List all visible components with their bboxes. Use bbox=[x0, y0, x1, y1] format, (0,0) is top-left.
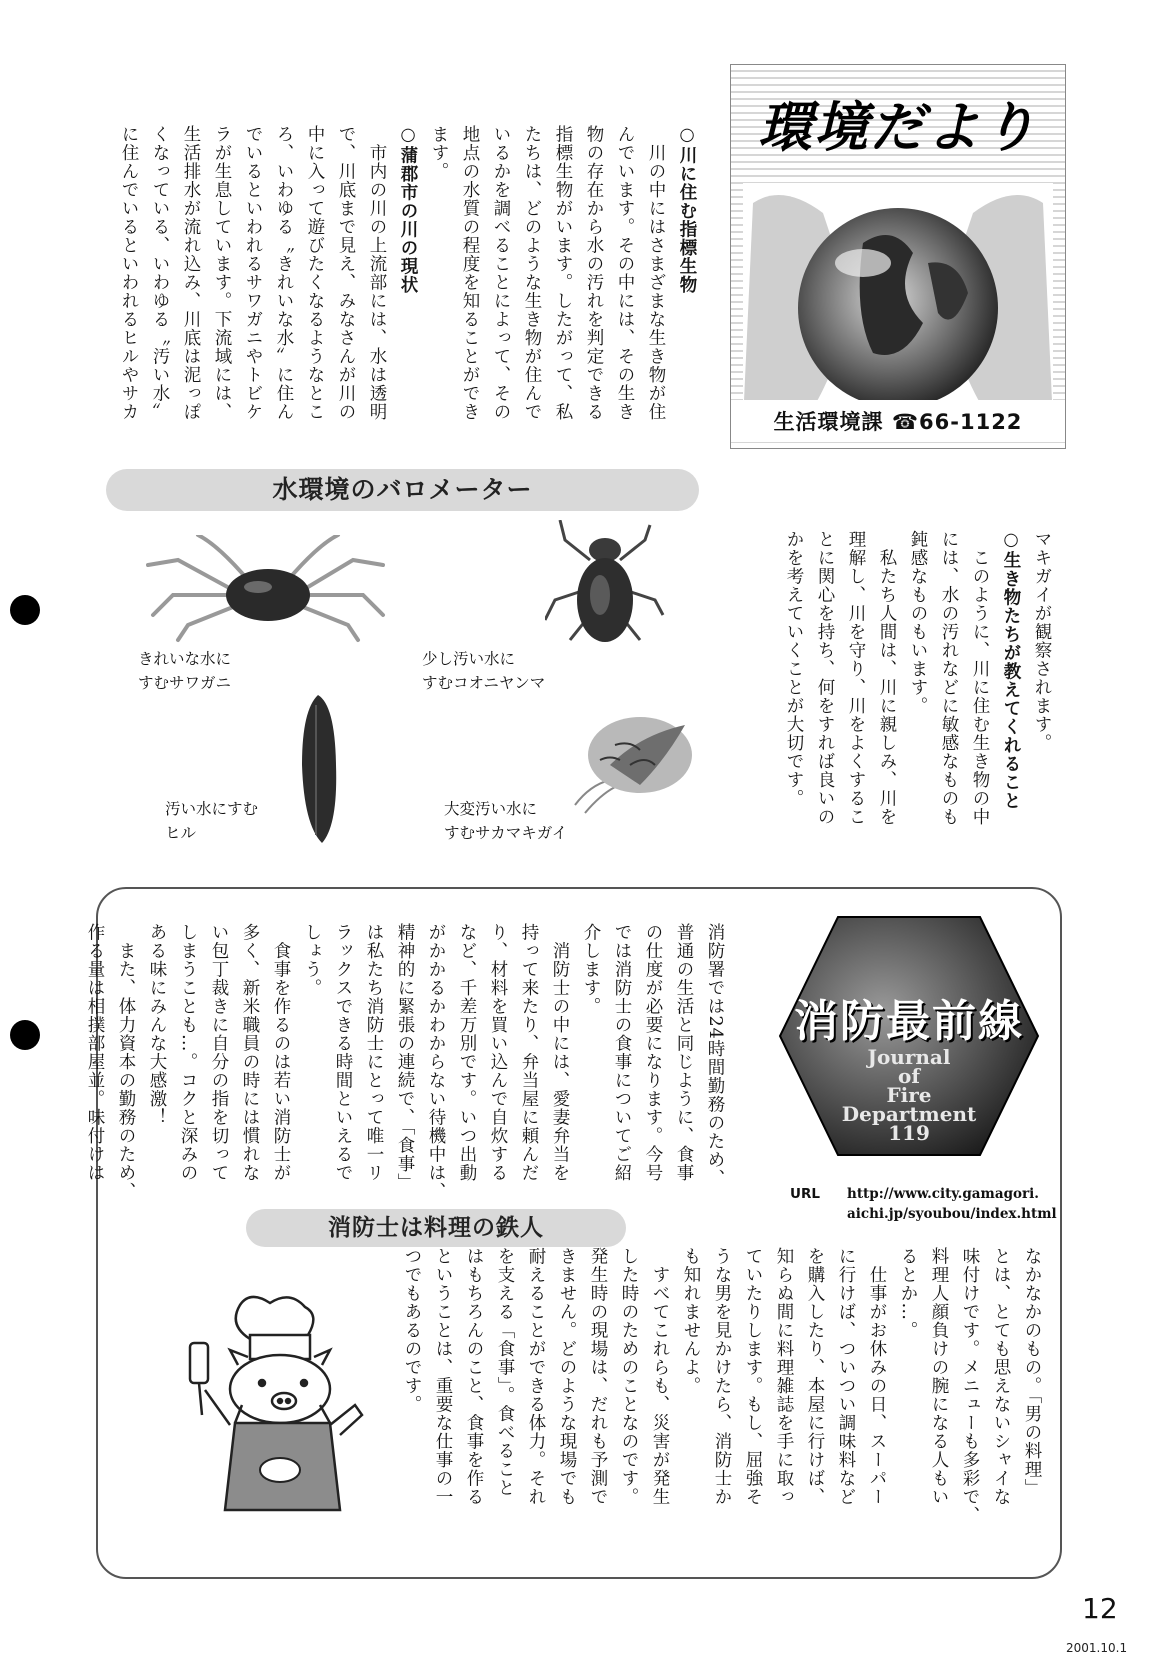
contact-department-phone: 生活環境課 ☎66‐1122 bbox=[731, 400, 1065, 442]
paragraph-line: 作る量は相撲部屋並。味付けは bbox=[85, 923, 105, 1182]
paragraph-line: 普通の生活と同じように、食事 bbox=[674, 923, 694, 1182]
logo-sub-fire: Fire bbox=[886, 1083, 932, 1107]
heading-what-organisms-teach: ○生き物たちが教えてくれること bbox=[1001, 530, 1021, 810]
fire-department-url-line2[interactable]: aichi.jp/syoubou/index.html bbox=[847, 1206, 1057, 1222]
paragraph-line: はもちろんのこと、食事を作る bbox=[464, 1247, 484, 1506]
paragraph-line: 物の存在から水の汚れを判定できる bbox=[584, 125, 604, 421]
fire-logo-title: 消防最前線 bbox=[794, 996, 1024, 1047]
paragraph-line: した時のためのことなのです。 bbox=[619, 1247, 639, 1506]
paragraph-line: に住んでいるといわれるヒルやサカ bbox=[119, 125, 139, 421]
binder-hole-lower bbox=[10, 1020, 40, 1050]
paragraph-line: すべてこれらも、災害が発生 bbox=[650, 1247, 670, 1506]
fire-logo-subtitle bbox=[778, 1045, 1040, 1145]
logo-sub-department: Department bbox=[841, 1102, 977, 1126]
paragraph-line: しまうことも…。コクと深みの bbox=[178, 923, 198, 1182]
hands-holding-globe-image bbox=[743, 183, 1053, 423]
paragraph-line: ということは、重要な仕事の一 bbox=[433, 1247, 453, 1506]
paragraph-line: 味付けです。メニューも多彩で、 bbox=[960, 1247, 980, 1525]
firefighter-cooking-title: 消防士は料理の鉄人 bbox=[246, 1209, 626, 1247]
paragraph-line: とに関心を持ち、何をすれば良いの bbox=[815, 530, 835, 826]
caption-crab: きれいな水に すむサワガニ bbox=[138, 650, 232, 692]
environment-header-block bbox=[730, 64, 1066, 449]
fire-article-upper-text bbox=[79, 923, 730, 1201]
logo-sub-of: of bbox=[898, 1064, 920, 1088]
paragraph-line: 料理人顔負けの腕になる人もい bbox=[929, 1247, 949, 1506]
paragraph-line: がかかるかわからない待機中は、 bbox=[426, 923, 446, 1201]
logo-sub-119: 119 bbox=[888, 1121, 930, 1145]
paragraph-line: んでいます。その中には、その生き bbox=[615, 125, 635, 421]
crab-illustration bbox=[138, 535, 398, 645]
paragraph-line: ラが生息しています。下流域には、 bbox=[212, 125, 232, 421]
paragraph-line: を支える「食事」。食べること bbox=[495, 1247, 515, 1498]
paragraph-line: いるかを調べることによって、その bbox=[491, 125, 511, 421]
logo-sub-journal: Journal bbox=[867, 1045, 951, 1069]
environment-title: 環境だより bbox=[758, 95, 1038, 159]
paragraph-line: くなっている、いわゆる〝汚い水〟 bbox=[150, 125, 170, 421]
paragraph-line: 精神的に緊張の連続で、「食事」 bbox=[395, 923, 415, 1192]
paragraph-line: ろ、いわゆる〝きれいな水〟に住ん bbox=[274, 125, 294, 421]
caption-leech: 汚い水にすむ ヒル bbox=[165, 800, 259, 842]
paragraph-line: ある味にみんな大感激！ bbox=[147, 923, 167, 1127]
url-label: URL bbox=[790, 1186, 820, 1202]
page-number: 12 bbox=[1082, 1592, 1118, 1625]
paragraph-line: でいるといわれるサワガニやトビケ bbox=[243, 125, 263, 421]
paragraph-line: 指標生物がいます。したがって、私 bbox=[553, 125, 573, 421]
paragraph-line: 川の中にはさまざまな生き物が住 bbox=[646, 125, 666, 421]
fire-article-lower-text bbox=[396, 1247, 1047, 1547]
paragraph-line: マキガイが観察されます。 bbox=[1032, 530, 1052, 752]
paragraph-line: の仕度が必要になります。今号 bbox=[643, 923, 663, 1182]
paragraph-line: このように、川に住む生き物の中 bbox=[970, 530, 990, 826]
paragraph-line: 仕事がお休みの日、スーパー bbox=[867, 1247, 887, 1506]
paragraph-line: かを考えていくことが大切です。 bbox=[784, 530, 804, 808]
paragraph-line: ます。 bbox=[429, 125, 449, 181]
paragraph-line: も知れませんよ。 bbox=[681, 1247, 701, 1395]
paragraph-line: たちは、どのような生き物が住んで bbox=[522, 125, 542, 421]
binder-hole-upper bbox=[10, 595, 40, 625]
article1-text-block bbox=[113, 125, 702, 450]
heading-gamagori-rivers: ○蒲郡市の川の現状 bbox=[398, 125, 418, 294]
paragraph-line: 私たち人間は、川に親しみ、川を bbox=[877, 530, 897, 826]
paragraph-line: では消防士の食事についてご紹 bbox=[612, 923, 632, 1182]
paragraph-line: とは、とても思えないシャイな bbox=[991, 1247, 1011, 1506]
paragraph-line: 知らぬ間に料理雑誌を手に取っ bbox=[774, 1247, 794, 1506]
paragraph-line: には、水の汚れなどに敏感なものも bbox=[939, 530, 959, 826]
paragraph-line: 中に入って遊びたくなるようなとこ bbox=[305, 125, 325, 421]
paragraph-line: るとか…。 bbox=[898, 1247, 918, 1340]
paragraph-line: 持って来たり、弁当屋に頼んだ bbox=[519, 923, 539, 1182]
paragraph-line: 多く、新米職員の時には慣れな bbox=[240, 923, 260, 1182]
paragraph-line: ラックスできる時間といえるで bbox=[333, 923, 353, 1182]
paragraph-line: 消防士の中には、愛妻弁当を bbox=[550, 923, 570, 1182]
paragraph-line: り、材料を買い込んで自炊する bbox=[488, 923, 508, 1182]
snail-illustration bbox=[570, 705, 700, 815]
paragraph-line: で、川底まで見え、みなさんが川の bbox=[336, 125, 356, 421]
pig-chef-illustration bbox=[180, 1295, 370, 1525]
water-barometer-title: 水環境のバロメーター bbox=[106, 469, 699, 511]
paragraph-line: 理解し、川を守り、川をよくするこ bbox=[846, 530, 866, 826]
paragraph-line: また、体力資本の勤務のため、 bbox=[116, 923, 136, 1201]
caption-snail: 大変汚い水に すむサカマキガイ bbox=[444, 800, 568, 842]
paragraph-line: 食事を作るのは若い消防士が bbox=[271, 923, 291, 1182]
paragraph-line: ていたりします。もし、屈強そ bbox=[743, 1247, 763, 1506]
paragraph-line: を購入したり、本屋に行けば、 bbox=[805, 1247, 825, 1506]
article2-text-block bbox=[778, 530, 1057, 865]
issue-date: 2001.10.1 bbox=[1066, 1641, 1128, 1655]
paragraph-line: 地点の水質の程度を知ることができ bbox=[460, 125, 480, 421]
heading-indicator-organisms: ○川に住む指標生物 bbox=[677, 125, 697, 294]
leech-illustration bbox=[290, 695, 350, 845]
paragraph-line: 消防署では24時間勤務のため、 bbox=[705, 923, 725, 1188]
paragraph-line: しょう。 bbox=[302, 923, 322, 997]
paragraph-line: い包丁裁きに自分の指を切って bbox=[209, 923, 229, 1182]
paragraph-line: うな男を見かけたら、消防士か bbox=[712, 1247, 732, 1506]
paragraph-line: など、千差万別です。いつ出動 bbox=[457, 923, 477, 1182]
caption-dragonfly-larva: 少し汚い水に すむコオニヤンマ bbox=[422, 650, 546, 692]
paragraph-line: 生活排水が流れ込み、川底は泥っぽ bbox=[181, 125, 201, 421]
paragraph-line: きません。どのような現場でも bbox=[557, 1247, 577, 1506]
fire-department-url-line1[interactable]: http://www.city.gamagori. bbox=[847, 1186, 1039, 1202]
dragonfly-larva-illustration bbox=[545, 520, 665, 650]
paragraph-line: は私たち消防士にとって唯一リ bbox=[364, 923, 384, 1182]
paragraph-line: 耐えることができる体力。それ bbox=[526, 1247, 546, 1506]
paragraph-line: 鈍感なものもいます。 bbox=[908, 530, 928, 715]
paragraph-line: 介します。 bbox=[581, 923, 601, 1016]
paragraph-line: つでもあるのです。 bbox=[402, 1247, 422, 1414]
paragraph-line: 市内の川の上流部には、水は透明 bbox=[367, 125, 387, 421]
paragraph-line: 発生時の現場は、だれも予測で bbox=[588, 1247, 608, 1506]
paragraph-line: なかなかのもの。「男の料理」 bbox=[1022, 1247, 1042, 1498]
paragraph-line: に行けば、ついつい調味料など bbox=[836, 1247, 856, 1506]
